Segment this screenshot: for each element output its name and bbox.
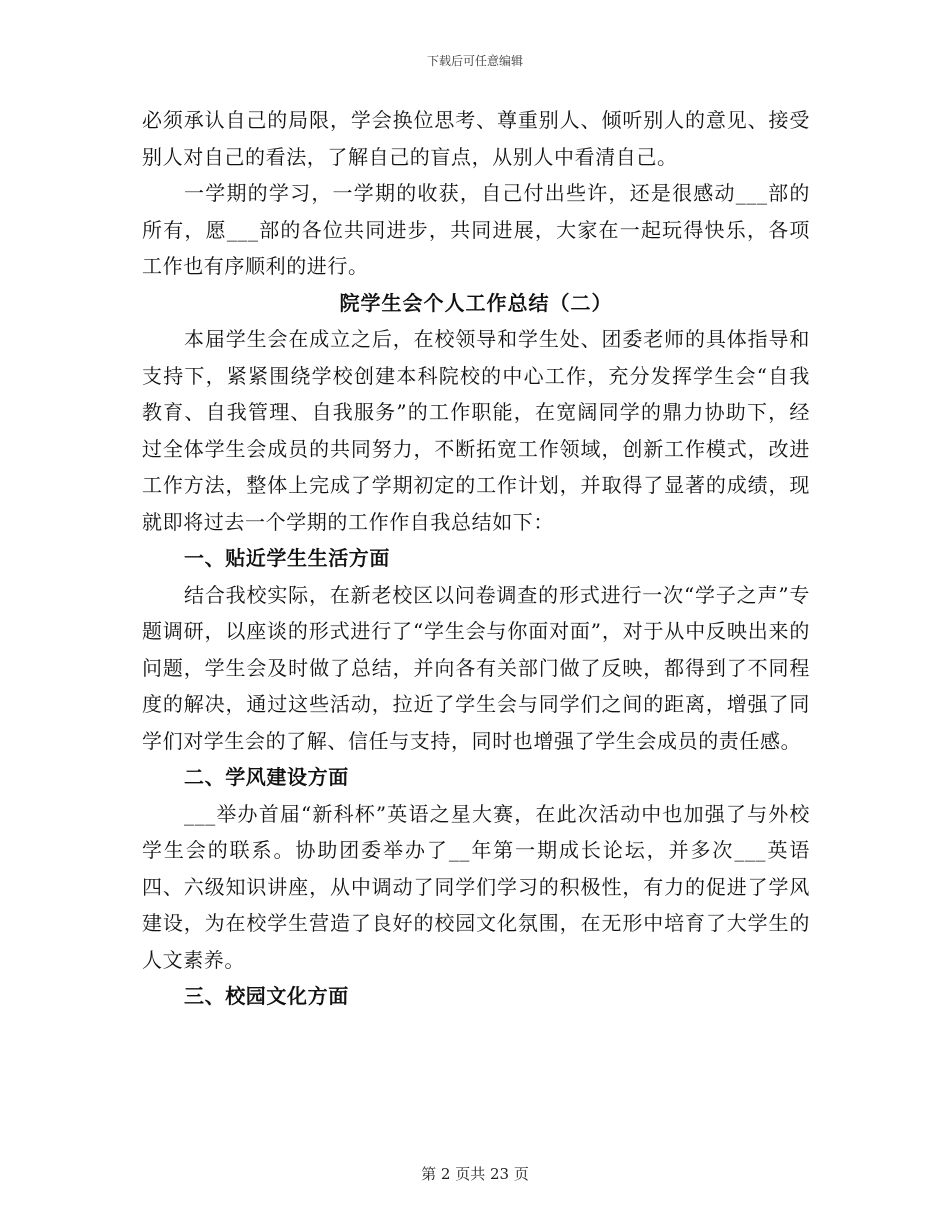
section-heading-3: 三、校园文化方面	[184, 984, 349, 1008]
paragraph-continued: 必须承认自己的局限，学会换位思考、尊重别人、倾听别人的意见、接受别人对自己的看法，了解自己的盲点，从别人中看清自己。	[142, 108, 810, 169]
section-text-1: 结合我校实际，在新老校区以问卷调查的形式进行一次“学子之声”专题调研，以座谈的形式进行了“学生会与你面对面”，对于从中反映出来的问题，学生会及时做了总结，并向各有关部门做了反映，都得到了不同程度的解决，通过这些活动，拉近了学生会与同学们之间的距离，增强了同学们对学生会的了解、信任与支持，同时也增强了学生会成员的责任感。	[142, 582, 810, 753]
page-footer: 第 2 页共 23 页	[421, 1165, 529, 1183]
page-header: 下载后可任意编辑	[426, 54, 523, 68]
paragraph-intro: 本届学生会在成立之后，在校领导和学生处、团委老师的具体指导和支持下，紧紧围绕学校创建本科院校的中心工作，充分发挥学生会“自我教育、自我管理、自我服务”的工作职能，在宽阔同学的鼎力协助下，经过全体学生会成员的共同努力，不断拓宽工作领域，创新工作模式，改进工作方法，整体上完成了学期初定的工作计划，并取得了显著的成绩，现就即将过去一个学期的工作作自我总结如下：	[142, 327, 810, 534]
section-title: 院学生会个人工作总结（二）	[339, 290, 613, 315]
section-heading-2: 二、学风建设方面	[184, 765, 349, 789]
document-body	[142, 102, 810, 1015]
section-text-2: ___举办首届“新科杯”英语之星大赛，在此次活动中也加强了与外校学生会的联系。协助团委举办了__年第一期成长论坛，并多次___英语四、六级知识讲座，从中调动了同学们学习的积极性，有力的促进了学风建设，为在校学生营造了良好的校园文化氛围，在无形中培育了大学生的人文素养。	[142, 801, 810, 972]
section-heading-1: 一、贴近学生生活方面	[184, 546, 390, 570]
paragraph-closing: 一学期的学习，一学期的收获，自己付出些许，还是很感动___部的所有，愿___部的各位共同进步，共同进展，大家在一起玩得快乐，各项工作也有序顺利的进行。	[142, 181, 810, 278]
